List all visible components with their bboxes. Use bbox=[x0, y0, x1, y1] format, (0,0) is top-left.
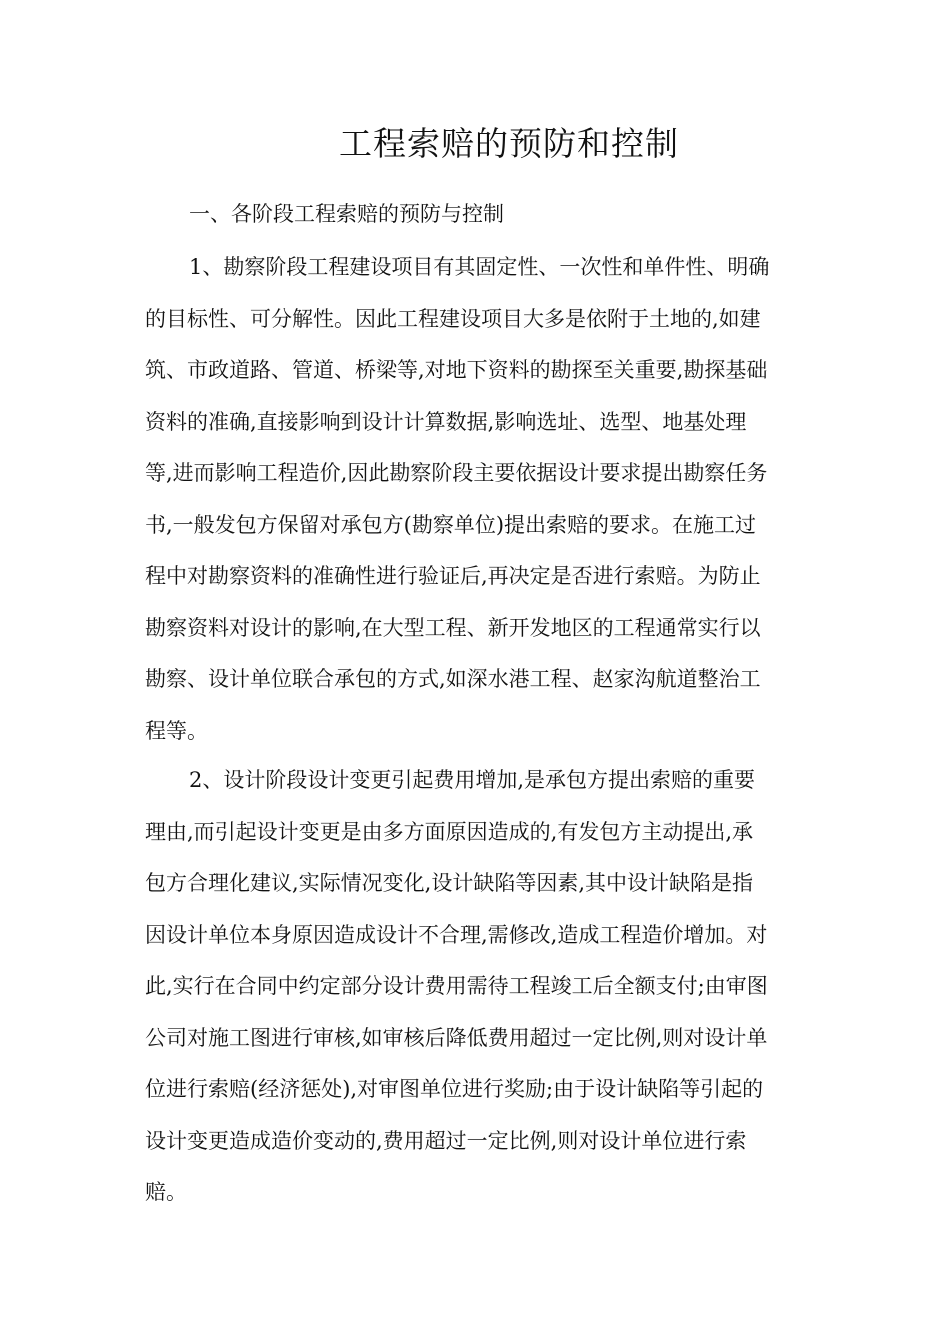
paragraph-line: 筑、市政道路、管道、桥梁等,对地下资料的勘探至关重要,勘探基础 bbox=[145, 358, 768, 382]
paragraph-line: 2、设计阶段设计变更引起费用增加,是承包方提出索赔的重要 bbox=[189, 768, 756, 792]
paragraph-line: 的目标性、可分解性。因此工程建设项目大多是依附于土地的,如建 bbox=[145, 306, 761, 331]
paragraph-line: 程中对勘察资料的准确性进行验证后,再决定是否进行索赔。为防止 bbox=[145, 564, 761, 588]
paragraph-line: 勘察资料对设计的影响,在大型工程、新开发地区的工程通常实行以 bbox=[145, 615, 761, 640]
paragraph-line: 位进行索赔(经济惩处),对审图单位进行奖励;由于设计缺陷等引起的 bbox=[145, 1077, 764, 1101]
paragraph-design-stage bbox=[145, 755, 815, 1219]
paragraph-line: 书,一般发包方保留对承包方(勘察单位)提出索赔的要求。在施工过 bbox=[145, 512, 757, 537]
paragraph-line: 等,进而影响工程造价,因此勘察阶段主要依据设计要求提出勘察任务 bbox=[145, 461, 768, 485]
paragraph-line: 理由,而引起设计变更是由多方面原因造成的,有发包方主动提出,承 bbox=[145, 819, 754, 844]
paragraph-line: 包方合理化建议,实际情况变化,设计缺陷等因素,其中设计缺陷是指 bbox=[145, 871, 754, 895]
paragraph-survey-stage bbox=[145, 242, 815, 757]
paragraph-line: 因设计单位本身原因造成设计不合理,需修改,造成工程造价增加。对 bbox=[145, 922, 768, 947]
paragraph-line: 资料的准确,直接影响到设计计算数据,影响选址、选型、地基处理 bbox=[145, 409, 747, 434]
document-title: 工程索赔的预防和控制 bbox=[339, 124, 679, 163]
paragraph-line: 程等。 bbox=[145, 718, 208, 743]
paragraph-line: 设计变更造成造价变动的,费用超过一定比例,则对设计单位进行索 bbox=[145, 1128, 747, 1153]
paragraph-line: 赔。 bbox=[145, 1180, 187, 1204]
paragraph-line: 公司对施工图进行审核,如审核后降低费用超过一定比例,则对设计单 bbox=[145, 1025, 768, 1050]
paragraph-line: 勘察、设计单位联合承包的方式,如深水港工程、赵家沟航道整治工 bbox=[145, 667, 761, 691]
paragraph-line: 1、勘察阶段工程建设项目有其固定性、一次性和单件性、明确 bbox=[189, 255, 770, 279]
paragraph-line: 此,实行在合同中约定部分设计费用需待工程竣工后全额支付;由审图 bbox=[145, 974, 768, 998]
section-heading: 一、各阶段工程索赔的预防与控制 bbox=[189, 202, 504, 226]
